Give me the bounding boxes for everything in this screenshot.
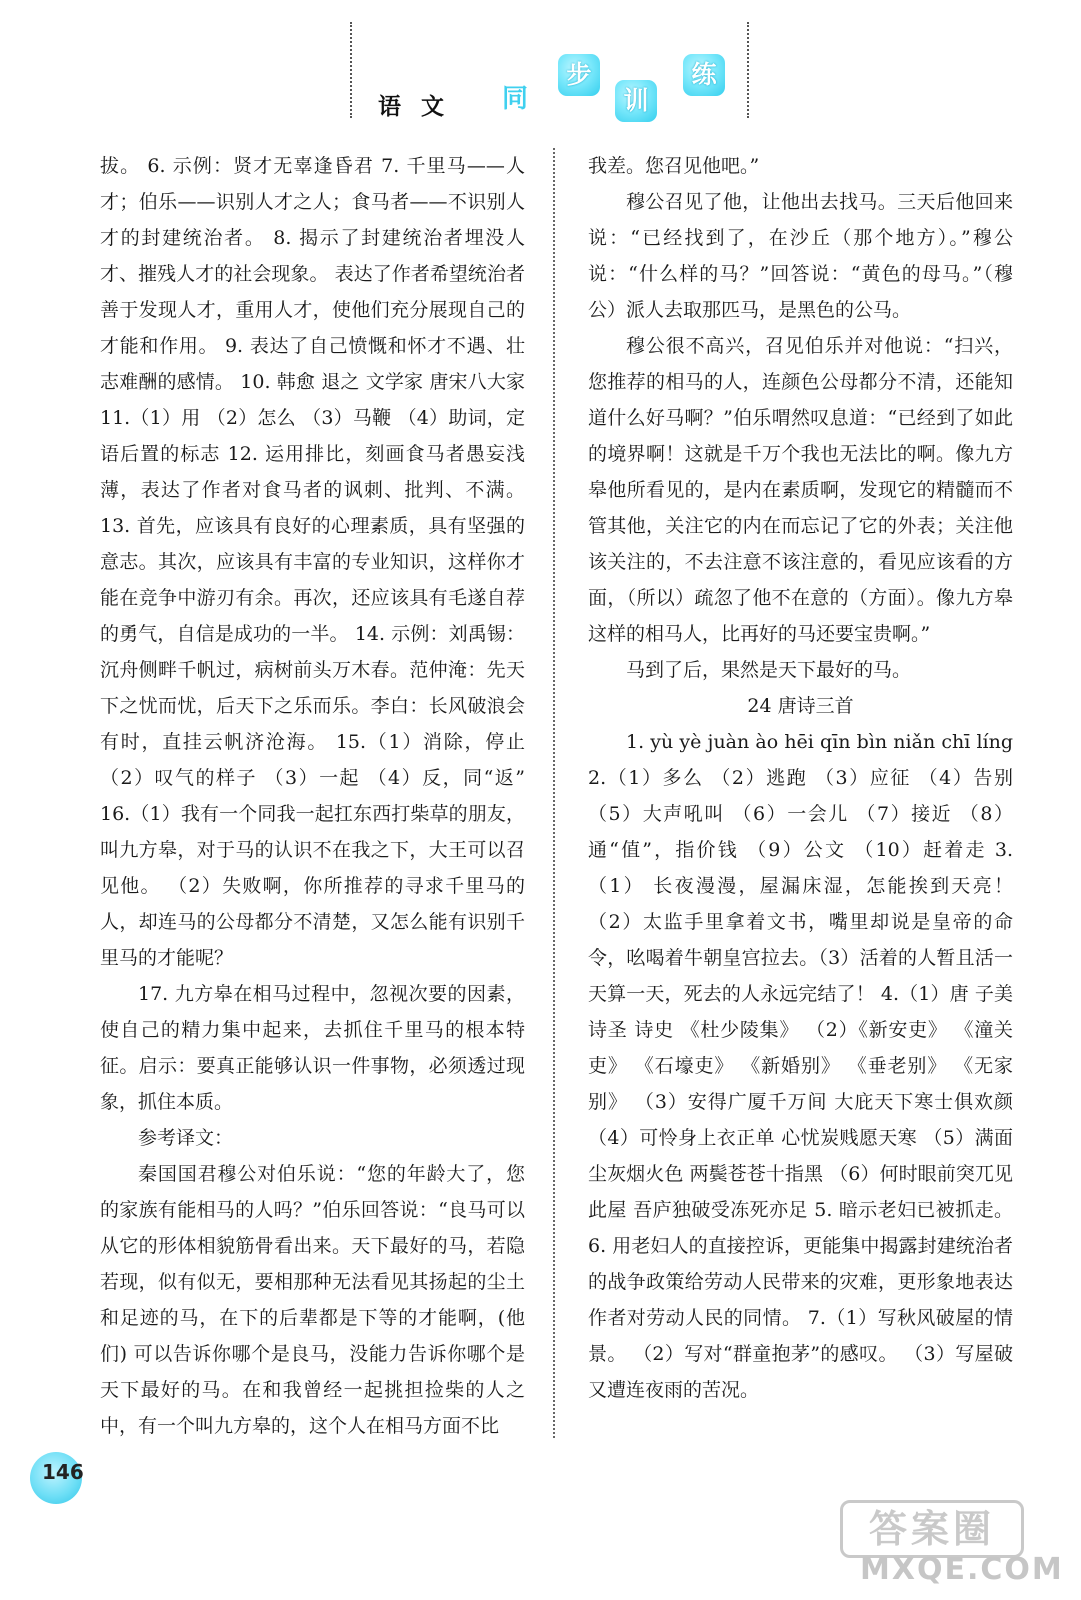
answer-block: 拔。 6. 示例：贤才无辜逢昏君 7. 千里马——人才；伯乐——识别人才之人；食马者——不识别人才的封建统治者。 8. 揭示了封建统治者埋没人才、摧残人才的社会现象。 表达了作者希望统治者善于发现人才，重用人才，使他们充分展现自己的才能和作用。 9. 表达了自己愤慨和怀才不遇、壮志难酬的感情。 10. 韩愈 退之 文学家 唐宋八大家 11.（1）用 （2）怎么 （3）马鞭 （4）助词，定语后置的标志 12. 运用排比，刻画食马者愚妄浅薄，表达了作者对食马者的讽刺、批判、不满。 13. 首先，应该具有良好的心理素质，具有坚强的意志。其次，应该具有丰富的专业知识，这样你才能在竞争中游刃有余。再次，还应该具有毛遂自荐的勇气，自信是成功的一半。 14. 示例：刘禹锡：沉舟侧畔千帆过，病树前头万木春。范仲淹：先天下之忧而忧，后天下之乐而乐。李白：长风破浪会有时，直挂云帆济沧海。 15.（1）消除，停止 （2）叹气的样子 （3）一起 （4）反，同“返” 16.（1）我有一个同我一起扛东西打柴草的朋友，叫九方皋，对于马的认识不在我之下，大王可以召见他。 （2）失败啊，你所推荐的寻求千里马的人，却连马的公母都分不清楚，又怎么能有识别千里马的才能呢？ <box>100 155 525 969</box>
lesson-heading: 24 唐诗三首 <box>747 695 854 717</box>
answer-block: 1. yù yè juàn ào hēi qīn bìn niǎn chī líng 2.（1）多么 （2）逃跑 （3）应征 （4）告别 （5）大声吼叫 （6）一会儿 （7）接近 （8）通“值”，指价钱 （9）公文 （10）赶着走 3.（1） 长夜漫漫，屋漏床湿，怎能挨到天亮！ （2）太监手里拿着文书，嘴里却说是皇帝的命令，吆喝着牛朝皇宫拉去。（3）活着的人暂且活一天算一天，死去的人永远完结了！ 4.（1）唐 子美 诗圣 诗史 《杜少陵集》 （2）《新安吏》 《潼关吏》 《石壕吏》 《新婚别》 《垂老别》 《无家别》 （3）安得广厦千万间 大庇天下寒士俱欢颜 （4）可怜身上衣正单 心忧炭贱愿天寒 （5）满面尘灰烟火色 两鬓苍苍十指黑 （6）何时眼前突兀见此屋 吾庐独破受冻死亦足 5. 暗示老妇已被抓走。 6. 用老妇人的直接控诉，更能集中揭露封建统治者的战争政策给劳动人民带来的灾难，更形象地表达作者对劳动人民的同情。 7.（1）写秋风破屋的情景。 （2）写对“群童抱茅”的感叹。 （3）写屋破又遭连夜雨的苦况。 <box>588 731 1013 1401</box>
translation-heading: 参考译文： <box>138 1127 234 1149</box>
left-column <box>100 148 525 1444</box>
badge-bu: 步 <box>558 54 600 96</box>
answer-block: 17. 九方皋在相马过程中，忽视次要的因素，使自己的精力集中起来，去抓住千里马的根本特征。启示：要真正能够认识一件事物，必须透过现象，抓住本质。 <box>100 983 525 1113</box>
translation-paragraph: 穆公召见了他，让他出去找马。三天后他回来说：“已经找到了，在沙丘（那个地方）。”穆公说：“什么样的马？”回答说：“黄色的母马。”（穆公）派人去取那匹马，是黑色的公马。 <box>588 191 1013 321</box>
watermark-text: MXQE.COM <box>860 1552 1064 1587</box>
translation-paragraph: 穆公很不高兴，召见伯乐并对他说：“扫兴，您推荐的相马的人，连颜色公母都分不清，还能知道什么好马啊？”伯乐喟然叹息道：“已经到了如此的境界啊！这就是千万个我也无法比的啊。像九方皋他所看见的，是内在素质啊，发现它的精髓而不管其他，关注它的内在而忘记了它的外表；关注他该关注的，不去注意不该注意的，看见应该看的方面，（所以）疏忽了他不在意的（方面）。像九方皋这样的相马人，比再好的马还要宝贵啊。” <box>588 335 1013 645</box>
page-number: 146 <box>42 1460 84 1484</box>
translation-paragraph: 秦国国君穆公对伯乐说：“您的年龄大了，您的家族有能相马的人吗？”伯乐回答说：“良马可以从它的形体相貌筋骨看出来。天下最好的马，若隐若现，似有似无，要相那种无法看见其扬起的尘土和足迹的马，在下的后辈都是下等的才能啊，(他们) 可以告诉你哪个是良马，没能力告诉你哪个是天下最好的马。在和我曾经一起挑担捡柴的人之中，有一个叫九方皋的，这个人在相马方面不比 <box>100 1163 525 1437</box>
badge-lian: 练 <box>683 54 725 96</box>
subject-title: 语 文 <box>378 93 451 120</box>
translation-paragraph: 我差。您召见他吧。” <box>588 155 760 177</box>
header-divider-right <box>747 22 749 118</box>
header-divider-left <box>350 22 352 118</box>
badge-xun: 训 <box>615 80 657 122</box>
watermark-logo-icon: 答案圈 <box>840 1500 1024 1558</box>
right-column <box>588 148 1013 1408</box>
badge-tong: 同 <box>501 84 528 114</box>
translation-paragraph: 马到了后，果然是天下最好的马。 <box>626 659 912 681</box>
column-divider <box>553 148 555 1438</box>
